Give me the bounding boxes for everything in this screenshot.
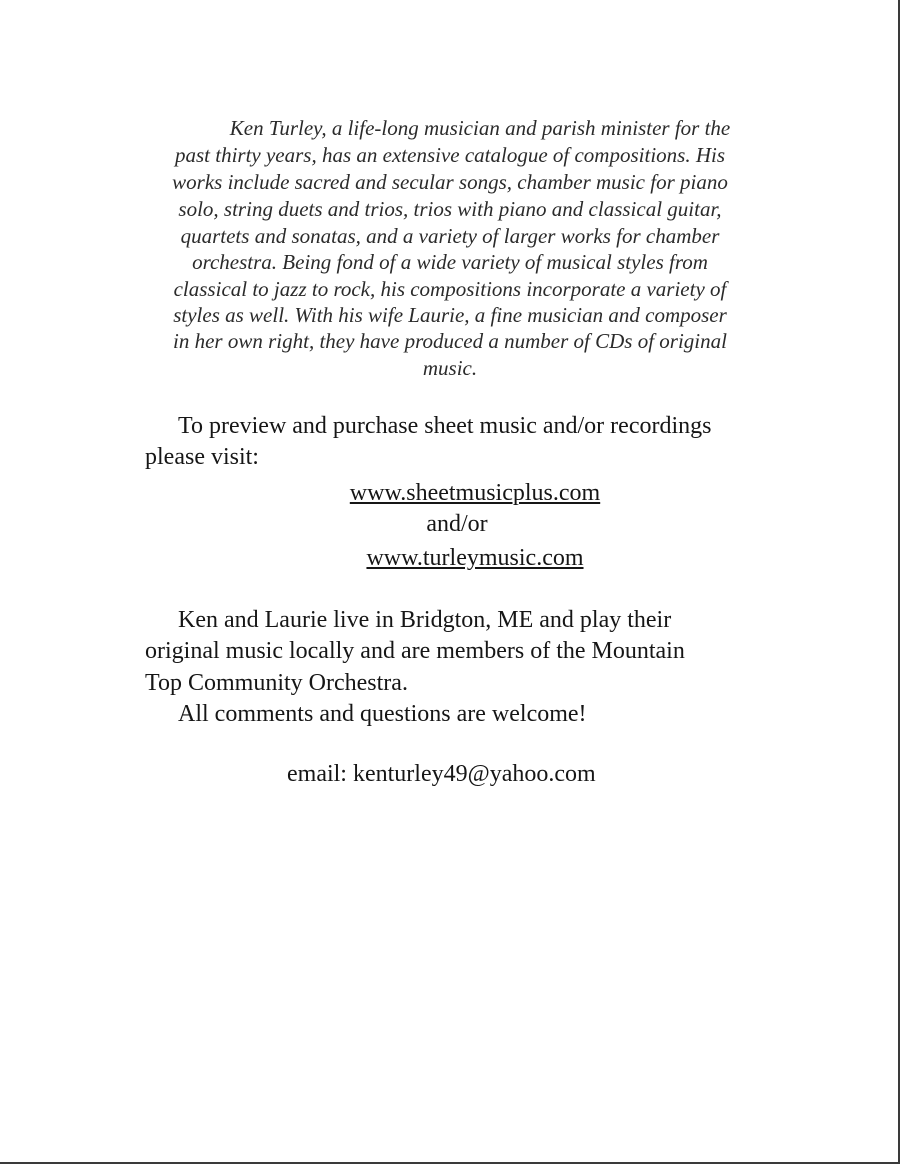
- purchase-text-line2: please visit:: [145, 444, 259, 470]
- bio-line: classical to jazz to rock, his compositions incorporate a variety of: [173, 277, 727, 301]
- and-or-separator: and/or: [426, 511, 488, 537]
- bio-line: works include sacred and secular songs, chamber music for piano: [172, 170, 728, 194]
- bio-line: quartets and sonatas, and a variety of larger works for chamber: [180, 224, 720, 248]
- about-line: original music locally and are members of the Mountain: [145, 638, 685, 664]
- bio-line: styles as well. With his wife Laurie, a fine musician and composer: [173, 303, 727, 327]
- sheetmusicplus-link[interactable]: www.sheetmusicplus.com: [349, 480, 601, 506]
- bio-line: Ken Turley, a life-long musician and parish minister for the: [229, 116, 731, 140]
- about-line: Ken and Laurie live in Bridgton, ME and play their: [178, 607, 672, 633]
- bio-line: in her own right, they have produced a number of CDs of original: [173, 329, 727, 353]
- bio-line: orchestra. Being fond of a wide variety of musical styles from: [192, 250, 708, 274]
- contact-email[interactable]: email: kenturley49@yahoo.com: [287, 761, 596, 787]
- about-line: Top Community Orchestra.: [145, 670, 408, 696]
- purchase-text-line1: To preview and purchase sheet music and/or recordings: [178, 413, 712, 439]
- bio-line: music.: [422, 356, 478, 380]
- about-line: All comments and questions are welcome!: [178, 701, 587, 727]
- turleymusic-link[interactable]: www.turleymusic.com: [366, 545, 584, 571]
- bio-line: solo, string duets and trios, trios with piano and classical guitar,: [178, 197, 722, 221]
- bio-line: past thirty years, has an extensive catalogue of compositions. His: [174, 143, 725, 167]
